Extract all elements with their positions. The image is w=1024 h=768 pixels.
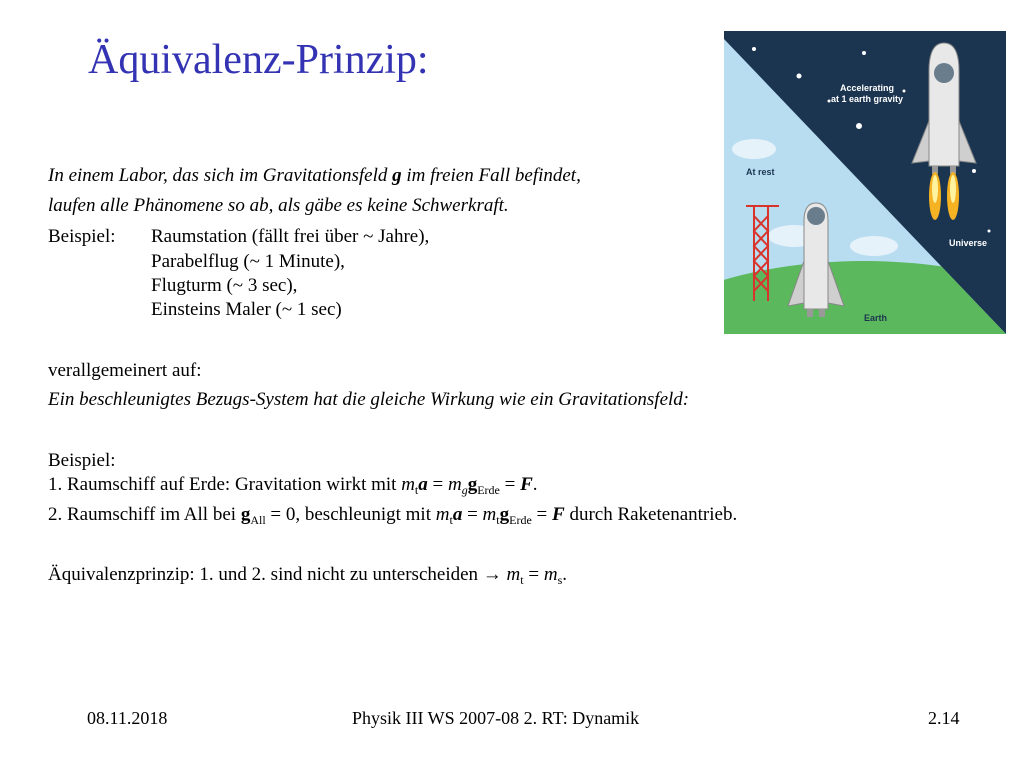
label-at-rest: At rest <box>746 167 775 177</box>
label-universe: Universe <box>949 238 988 248</box>
example-item-2: Parabelflug (~ 1 Minute), <box>151 251 345 272</box>
label-earth-gravity: at 1 earth gravity <box>831 94 904 104</box>
generalized-label: verallgemeinert auf: <box>48 360 202 381</box>
examples-label: Beispiel: <box>48 226 116 247</box>
generalized-statement: Ein beschleunigtes Bezugs-System hat die gleiche Wirkung wie ein Gravitationsfeld: <box>48 389 690 410</box>
footer-course: Physik III WS 2007-08 2. RT: Dynamik <box>352 708 640 728</box>
intro-line-2: laufen alle Phänomene so ab, als gäbe es keine Schwerkraft. <box>48 195 509 216</box>
example2-line-2: 2. Raumschiff im All bei $g_{All} = 0$, beschleunigt mit $m_ta = m_tg_{Erde} = F$ durch Raketenantrieb. <box>48 504 738 527</box>
intro-line-1: In einem Labor, das sich im Gravitationsfeld g im freien Fall befindet, <box>48 165 581 186</box>
example2-line-1: 1. Raumschiff auf Erde: Gravitation wirkt mit $m_ta = m_gg_{Erde} = F$. <box>48 474 538 497</box>
footer-date: 08.11.2018 <box>87 708 168 728</box>
example-item-1: Raumstation (fällt frei über ~ Jahre), <box>151 226 430 247</box>
label-accelerating: Accelerating <box>840 83 895 93</box>
equivalence-illustration <box>724 31 1006 334</box>
slide-title: Äquivalenz-Prinzip: <box>88 37 429 83</box>
footer-page-number: 2.14 <box>928 708 960 728</box>
label-earth: Earth <box>864 313 888 323</box>
example2-label: Beispiel: <box>48 450 116 471</box>
example-item-4: Einsteins Maler (~ 1 sec) <box>151 299 342 320</box>
principle-line: Äquivalenzprinzip: 1. und 2. sind nicht zu unterscheiden → $m_t = m_s$. <box>48 564 567 587</box>
example-item-3: Flugturm (~ 3 sec), <box>151 275 298 296</box>
